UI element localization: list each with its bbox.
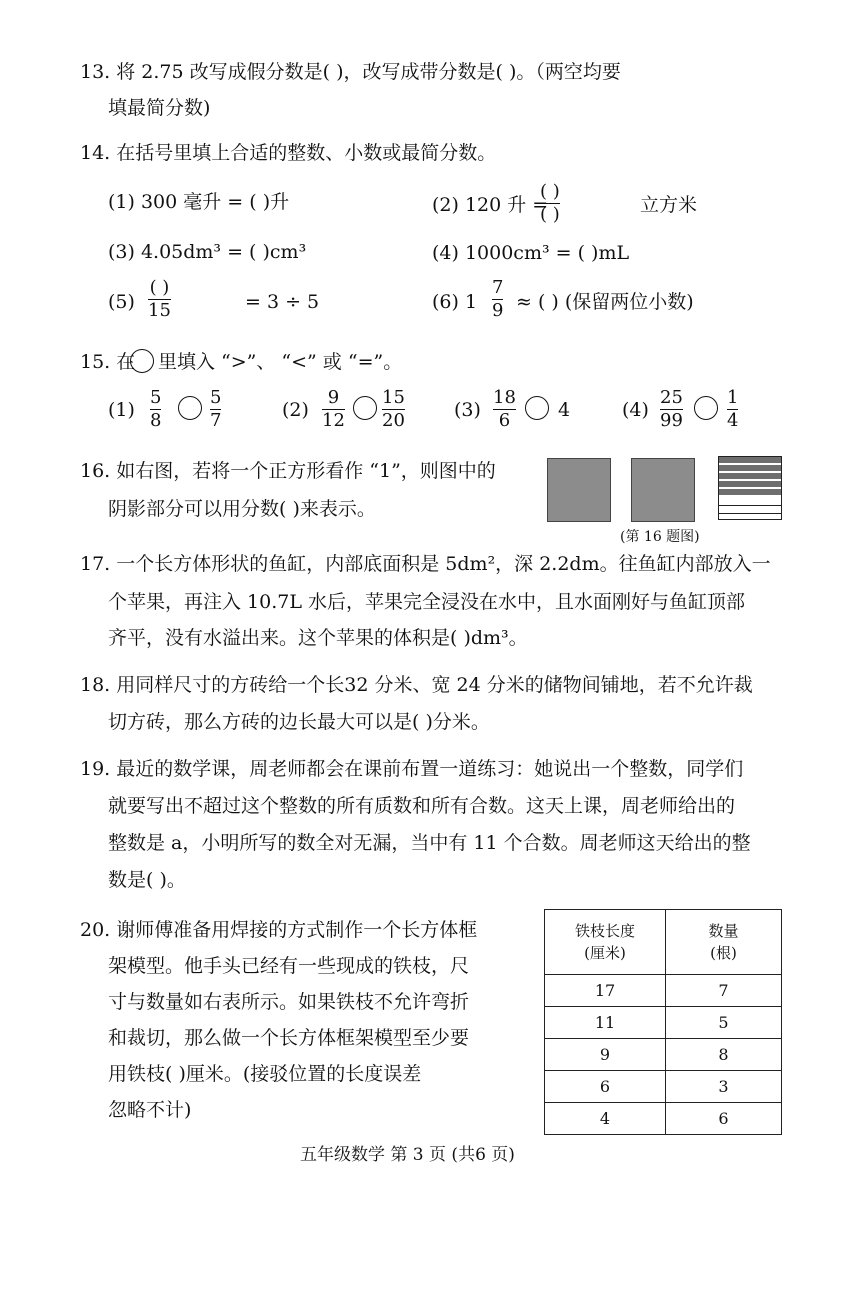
q14-part5-label: (5) — [108, 291, 135, 313]
q20-line1: 20. 谢师傅准备用焊接的方式制作一个长方体框 — [80, 919, 478, 941]
q14-stem: 14. 在括号里填上合适的整数、小数或最简分数。 — [80, 142, 497, 164]
table-header-row — [545, 910, 782, 975]
q13-line2: 填最简分数) — [108, 97, 211, 119]
table-row — [545, 1103, 782, 1135]
q19-line3: 整数是 a，小明所写的数全对无漏，当中有 11 个合数。周老师这天给出的整 — [108, 832, 751, 854]
q14-part5-rhs: = 3 ÷ 5 — [245, 291, 320, 313]
q15-item1-label: (1) — [108, 399, 135, 421]
q15-item3-left-fraction — [493, 388, 516, 431]
q14-part6-fraction — [492, 278, 503, 321]
figure-square-3 — [718, 456, 782, 520]
numerator: 9 — [327, 387, 340, 408]
q18-line2: 切方砖，那么方砖的边长最大可以是( )分米。 — [108, 711, 490, 733]
q19-line1: 19. 最近的数学课，周老师都会在课前布置一道练习：她说出一个整数，同学们 — [80, 758, 744, 780]
q14-part3: (3) 4.05dm³ = ( )cm³ — [108, 241, 307, 263]
cell-count: 6 — [666, 1103, 782, 1135]
q15-item2-left-fraction — [322, 388, 345, 431]
q14-part6-denominator: 9 — [492, 300, 504, 321]
q17-line1: 17. 一个长方体形状的鱼缸，内部底面积是 5dm²，深 2.2dm。往鱼缸内部放入一 — [80, 553, 771, 575]
compare-circle-2[interactable] — [353, 396, 377, 420]
q15-item4-label: (4) — [622, 399, 649, 421]
q14-part2-denominator: ( ) — [540, 204, 560, 225]
q14-part2-label: (2) 120 升 = — [432, 194, 549, 216]
q16-line2: 阴影部分可以用分数( )来表示。 — [108, 498, 376, 520]
compare-circle-4[interactable] — [694, 396, 718, 420]
cell-length: 9 — [545, 1039, 666, 1071]
table-row — [545, 975, 782, 1007]
q14-part6-numerator: 7 — [492, 277, 504, 298]
numerator: 25 — [660, 387, 683, 408]
figure-square-1 — [547, 458, 611, 522]
q20-line2: 架模型。他手头已经有一些现成的铁枝，尺 — [108, 955, 470, 977]
q20-line4: 和裁切，那么做一个长方体框架模型至少要 — [108, 1027, 470, 1049]
q18-line1: 18. 用同样尺寸的方砖给一个长32 分米、宽 24 分米的储物间铺地，若不允许裁 — [80, 674, 753, 696]
q15-item4-right-fraction — [727, 388, 738, 431]
cell-length: 17 — [545, 975, 666, 1007]
header-length-title: 铁枝长度 — [574, 922, 635, 940]
q19-line4: 数是( )。 — [108, 869, 186, 891]
q15-stem-suffix: 里填入 “>”、 “<” 或 “=”。 — [158, 351, 403, 373]
q13-line1: 13. 将 2.75 改写成假分数是( )，改写成带分数是( )。（两空均要 — [80, 61, 621, 83]
q14-part1: (1) 300 毫升 = ( )升 — [108, 191, 290, 213]
table-row — [545, 1071, 782, 1103]
q16-figure-caption: (第 16 题图) — [620, 529, 700, 545]
table-row — [545, 1039, 782, 1071]
numerator: 15 — [382, 387, 405, 408]
q15-stem-prefix: 15. 在 — [80, 351, 136, 373]
figure-square-2 — [631, 458, 695, 522]
cell-count: 8 — [666, 1039, 782, 1071]
q19-line2: 就要写出不超过这个整数的所有质数和所有合数。这天上课，周老师给出的 — [108, 795, 736, 817]
q14-part6-rhs: ≈ ( ) (保留两位小数) — [516, 291, 694, 313]
q14-part5-numerator: ( ) — [149, 277, 170, 298]
cell-length: 4 — [545, 1103, 666, 1135]
cell-length: 6 — [545, 1071, 666, 1103]
numerator: 18 — [493, 387, 516, 408]
striped-shading — [719, 457, 781, 497]
denominator: 20 — [382, 410, 405, 431]
q15-item1-left-fraction — [150, 388, 161, 431]
q17-line3: 齐平，没有水溢出来。这个苹果的体积是( )dm³。 — [108, 627, 528, 649]
strip-divider — [719, 513, 781, 514]
q15-item3-label: (3) — [454, 399, 481, 421]
header-count — [666, 910, 782, 975]
compare-circle-3[interactable] — [525, 396, 549, 420]
q14-part5-denominator: 15 — [148, 300, 171, 321]
denominator: 8 — [150, 410, 162, 431]
cell-count: 3 — [666, 1071, 782, 1103]
q14-part6-label: (6) 1 — [432, 291, 478, 313]
page-footer: 五年级数学 第 3 页 (共6 页) — [300, 1145, 515, 1165]
q14-part4: (4) 1000cm³ = ( )mL — [432, 242, 630, 264]
header-length — [545, 910, 666, 975]
q17-line2: 个苹果，再注入 10.7L 水后，苹果完全浸没在水中，且水面刚好与鱼缸顶部 — [108, 591, 746, 613]
denominator: 12 — [322, 410, 345, 431]
denominator: 99 — [660, 410, 683, 431]
q15-item4-left-fraction — [660, 388, 683, 431]
numerator: 5 — [150, 387, 162, 408]
table-row — [545, 1007, 782, 1039]
cell-length: 11 — [545, 1007, 666, 1039]
q20-line3: 寸与数量如右表所示。如果铁枝不允许弯折 — [108, 991, 470, 1013]
q15-item2-label: (2) — [282, 399, 309, 421]
numerator: 1 — [727, 387, 739, 408]
q14-part2-numerator: ( ) — [540, 181, 560, 202]
denominator: 4 — [727, 410, 739, 431]
denominator: 7 — [210, 410, 222, 431]
numerator: 5 — [210, 387, 222, 408]
compare-circle-icon — [130, 349, 154, 373]
q15-item2-right-fraction — [382, 388, 405, 431]
q14-part5-fraction — [148, 278, 171, 321]
q20-line5: 用铁枝( )厘米。(接驳位置的长度误差 — [108, 1063, 422, 1085]
q14-part2-unit: 立方米 — [640, 194, 698, 216]
cell-count: 5 — [666, 1007, 782, 1039]
cell-count: 7 — [666, 975, 782, 1007]
q20-line6: 忽略不计) — [108, 1099, 192, 1121]
header-count-unit: (根) — [710, 944, 737, 962]
q15-item1-right-fraction — [210, 388, 221, 431]
compare-circle-1[interactable] — [178, 396, 202, 420]
header-length-unit: (厘米) — [584, 944, 626, 962]
strip-divider — [719, 505, 781, 506]
q14-part2-fraction — [540, 182, 560, 225]
q16-line1: 16. 如右图，若将一个正方形看作 “1”，则图中的 — [80, 460, 496, 482]
header-count-title: 数量 — [708, 922, 739, 940]
q15-item3-right: 4 — [558, 399, 571, 421]
denominator: 6 — [498, 410, 511, 431]
iron-rod-table — [544, 909, 782, 1135]
